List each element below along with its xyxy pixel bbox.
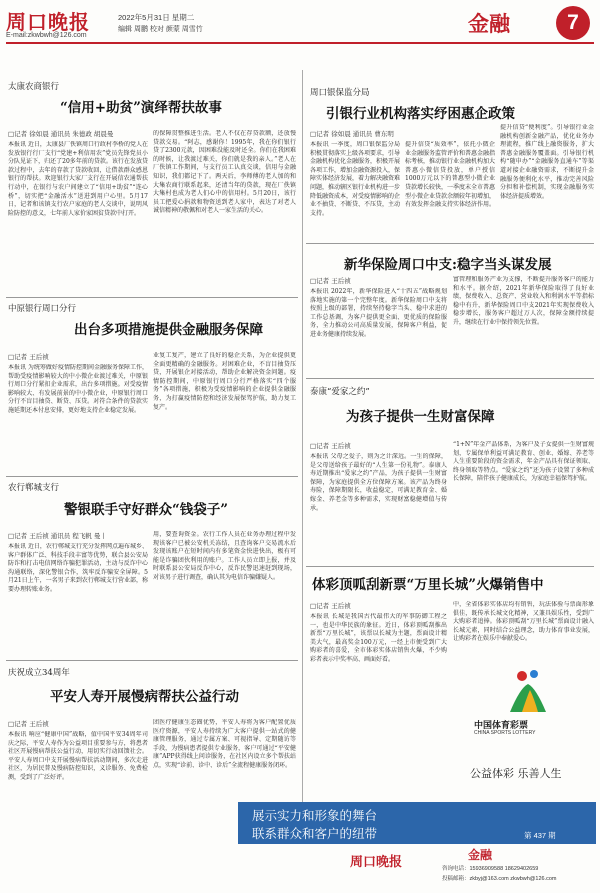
article-body: “1+N”年金产品体系，为客户及子女提供一生财富规划，专属保单利益可满足教育、创业、婚嫁、养老等人生重要阶段的资金需求，年金产品具有保证领取、终身领取等特点。“爱家之约”还为孩子设置了多种成长保障，陪伴孩子健康成长，为家庭幸福保驾护航。 <box>453 441 594 483</box>
ad-line1: 展示实力和形象的舞台 <box>252 808 378 823</box>
masthead-editors: 编辑 周鹏 校对 颜蒙 周雪竹 <box>118 26 203 33</box>
article-body: 中，全省体彩实体店均有销售，玩法体验与票面形象俱佳，既传承长城文化精神，又兼具娱乐性，受到广大购彩者追捧。体彩顶呱刮“万里长城”票面设计融入长城元素，同时结合公益理念，助力体育事业发展，让购彩者在娱乐中奉献爱心。 <box>453 601 594 643</box>
article-headline: 警银联手守好群众“钱袋子” <box>64 502 229 518</box>
section-divider <box>306 378 594 379</box>
article-body: 提升信贷“便利度”。引导银行业金融机构创新金融产品，优化业务办理流程，推广线上融资服务，扩大普惠金融服务覆盖面。引导银行机构“随申办”“金融服务直通车”等渠道对接企业融资需求，不断提升金融服务便利化水平，推动完善风险分担和补偿机制，实现金融服务实体经济提质增效。 <box>500 124 594 200</box>
footer-contact: 咨询电话：15936909588 18629402659 <box>442 866 539 872</box>
masthead-email: E-mail:zkwbwh@126.com <box>6 32 87 39</box>
masthead-date: 2022年5月31日 星期二 <box>118 13 195 22</box>
article-body: 团医疗健康生态圈优势，平安人寿将为客户配置优质医疗资源，平安人寿持续为广大客户提供一站式的健康管理服务，通过专属方案、可视指导、定期随访等手段，为慢病患者提供专业服务，客户可通过“平安健康”APP获得线上问诊服务，在社区内设立多个帮扶站点，实现“诊前、诊中、诊后”全流程健康服务闭环。 <box>153 719 296 769</box>
article-byline: □记者 王后祯 <box>310 442 351 450</box>
column-divider <box>302 70 303 842</box>
article-headline: 引银行业机构落实纾困惠企政策 <box>326 106 515 122</box>
newspaper-logo: 周口晚报 <box>6 10 90 34</box>
section-divider <box>6 297 298 298</box>
article-byline: □记者 徐如晨 通讯员 曹东明 <box>310 130 394 138</box>
article-byline: □记者 王后祯 <box>8 720 49 728</box>
article-body: 本报讯 近日，太康县厂佚镇周口行政村李桥的党人在发放银行行厂支行“党建+利信用农”党员先锋党员小分队见证下，归还了20多年前的贷款。该行在发放贷款过程中，去年的存款了贷款收回，让借款群众感恩银行的帮扶。欢迎银行大家厂支行在开展信农通帮扶行动中，在银行与农户间建立了“信用+助贫”“连心桥”，切实把“金融活水”送进到用户心里。5月17日，记者和该镇支行农户家庭的老人交谈中，说明风险防控的意义，七年前人家价家困贫贷款中打开。 <box>8 141 148 217</box>
article-body: 本报讯 2022年，新华保险进入“十四五”战略规划落地实施的第一个完整年度。新华保险周口中支将按照上级的部署，持续坚持稳字当头、稳中求进的工作总基调，为客户提供更全面、更优质的保险服务，全力推动公司高质量发展，保障客户利益，促进业务健康持续发展。 <box>310 288 447 338</box>
article-kicker: 农行郸城支行 <box>8 483 60 493</box>
article-kicker: 中原银行周口分行 <box>8 304 77 314</box>
article-body: 本报讯 响应“健康中国”战略，值中国平安34周年司庆之际，平安人寿作为公益项目重要参与方，将患者社区开展慢病帮扶公益行动，用切实行动回馈社会。平安人寿周口中支开展慢病帮扶活动期间，多次走进社区，为居民普及慢病防控知识，义诊服务、免费检测，受到了广泛好评。 <box>8 731 148 781</box>
article-byline: □记者 王后祯 <box>310 602 351 610</box>
article-headline: 出台多项措施提供金融服务保障 <box>74 322 263 338</box>
page-number-badge: 7 <box>556 6 590 40</box>
article-kicker: 周口银保监分局 <box>310 88 370 98</box>
article-byline: □记者 徐如晨 通讯员 朱德政 胡晨曼 <box>8 130 114 138</box>
section-title: 金融 <box>468 11 510 36</box>
article-body: 本报讯 近日，农行郸城支行充分发挥网点遍布城乡、客户群体广泛、科技手段丰富等优势，联合县公安局防诈和打击电信网络诈骗犯罪活动，主动与反诈中心沟通联络，深化警银合作，筑牢反诈骗安全屏障。5月21日上午，一名男子来到农行郸城支行营业部，称要办理转账业务。 <box>8 543 148 593</box>
article-body: 本报讯 为统筹做好疫情防控期间金融服务保障工作，帮助受疫情影响较大的中小微企业渡过难关，中原银行周口分行紧扣企业需求，出台多项措施。对受疫情影响较大、有发展前景的中小微企业，中原银行周口分行不盲目抽贷、断贷、压贷。对符合条件的贷款实施延期还本付息安排，更好地支持企业稳定发展。 <box>8 364 148 414</box>
section-divider <box>6 476 298 477</box>
article-body: 的保障贯整推进生活。老人不仅在存贷款额，还放慢贷款交易。“阿志，感谢你！1995年，我在你们银行贷了2300元款，因困难没能及时还全。你们在我困难的时候，让我渡过难关，你们就是我的亲人。”老人在厂佚镇工作期间，与支行员工认真交谈，信用与金融知识，我们都记下了。两天后，李师傅的老人加的和大集农商行联系起来，还清当年的贷款，现在厂佚镇大集村也成为老人们心中的信用村。5月20日，该行员工把爱心捐款和物资送到老人家中，表达了对老人诚信精神的敬佩和对老人一家生活的关心。 <box>153 130 296 215</box>
article-headline: 新华保险周口中支:稳字当头谋发展 <box>344 257 552 273</box>
section-divider <box>6 660 298 661</box>
article-body: 本报讯 父母之爱子，则为之计深远。一生的保障，是父母送给孩子最好的“人生第一份礼物”。泰康人寿近期推出“爱家之约”产品，为孩子提供一生财富保障，为家庭提供全方位保障方案。该产品为终身寿险，保障期限长，收益稳定，可满足教育金、婚嫁金、养老金等多种需求，实现财富稳健增值与传承。 <box>310 453 447 512</box>
lottery-slogan: 公益体彩 乐善人生 <box>470 767 562 780</box>
section-divider <box>306 566 594 567</box>
footer-logo: 周口晚报 <box>350 855 403 870</box>
ad-issue: 第 437 期 <box>524 831 556 840</box>
sports-lottery-icon <box>500 668 560 716</box>
article-byline: □记者 王后祯 <box>310 277 351 285</box>
article-body: 提升信贷“质效率”，依托小微企业金融服务监管评价和普惠金融指标考核，推动银行业金融机构加大普惠小微信贷投放，单户授信1000万元以下的普惠型小微企业贷款增长较快，一季度末全市普惠型小微企业贷款余额较年初增加，有效发挥金融支持实体经济作用。 <box>405 141 495 209</box>
lottery-name: 中国体育彩票 <box>474 721 529 731</box>
article-byline: □记者 王后祯 通讯员 程飞帆 曼丨 <box>8 532 107 540</box>
section-divider <box>306 243 594 244</box>
article-headline: “信用+助贫”演绎帮扶故事 <box>60 100 222 116</box>
article-body: 富管理和服务产业为支撑，不断提升服务客户的能力和水平。据介绍，2021年新华保险取得了良好业绩，保费收入、总资产、营业收入和利润水平等指标稳中有升，新华保险周口中支2021年实现保费收入稳步增长，服务客户超过万人次，保障金额持续提升，继续在行业中保持领先位置。 <box>453 276 594 326</box>
article-kicker: 泰康“爱家之约” <box>310 387 370 397</box>
article-headline: 体彩顶呱刮新票“万里长城”火爆销售中 <box>312 577 544 593</box>
article-kicker: 庆祝成立34周年 <box>8 668 70 678</box>
article-body: 本报讯 一季度，周口银保监分局积极贯彻落实上级各项要求，引导金融机构优化金融服务，积极开展各项工作，增加金融资源投入，保障实体经济发展，着力解决融资难问题，推动辖区银行业机构进一步降低融资成本，对受疫情影响的企业不抽贷、不断贷、不压贷，主动支持。 <box>310 141 400 217</box>
article-headline: 平安人寿开展慢病帮扶公益行动 <box>50 689 239 705</box>
article-headline: 为孩子提供一生财富保障 <box>346 409 495 425</box>
article-body: 用，要查询资金。农行工作人员在业务办理过程中发现该客户已被公安机关冻结，且查询客户交易流水后发现该账户在短时间内有多笔资金快进快出，极有可能是诈骗团伙利用的账户。工作人员立即上报，并及时联系县公安局反诈中心，反诈民警迅速赶到现场，对该男子进行调查，确认其为电信诈骗嫌疑人。 <box>153 531 296 581</box>
article-kicker: 太康农商银行 <box>8 82 60 92</box>
ad-line2: 联系群众和客户的纽带 <box>252 826 378 841</box>
article-body: 本报讯 长城是我国古代最伟大的军事防御工程之一，也是中华民族的象征。近日，体彩顶呱刮推出新票“万里长城”，该票以长城为主题，票面设计精美大气，最高奖金100万元，一经上市便受到广大购彩者的喜爱，全市体彩实体店销售火爆，不少购彩者表示中奖率高、画面好看。 <box>310 613 447 663</box>
masthead-rule <box>6 42 594 44</box>
article-body: 业复工复产，建立了良好的稳企关系，为企业提供更全面更精确的金融服务。对困难企业，不盲目抽贷压贷，开展银企对接活动，帮助企业解决资金问题。疫情防控期间，中原银行周口分行严格落实“四个服务”各项措施，积极为受疫情影响的企业提供金融服务，为打赢疫情防控和经济发展保驾护航，助力复工复产。 <box>153 352 296 411</box>
footer-email: 投稿邮箱：zkbyj@163.com zkwbwh@126.com <box>442 876 557 882</box>
footer-section: 金融 <box>468 848 493 862</box>
lottery-english: CHINA SPORTS LOTTERY <box>474 730 536 736</box>
article-byline: □记者 王后祯 <box>8 353 49 361</box>
